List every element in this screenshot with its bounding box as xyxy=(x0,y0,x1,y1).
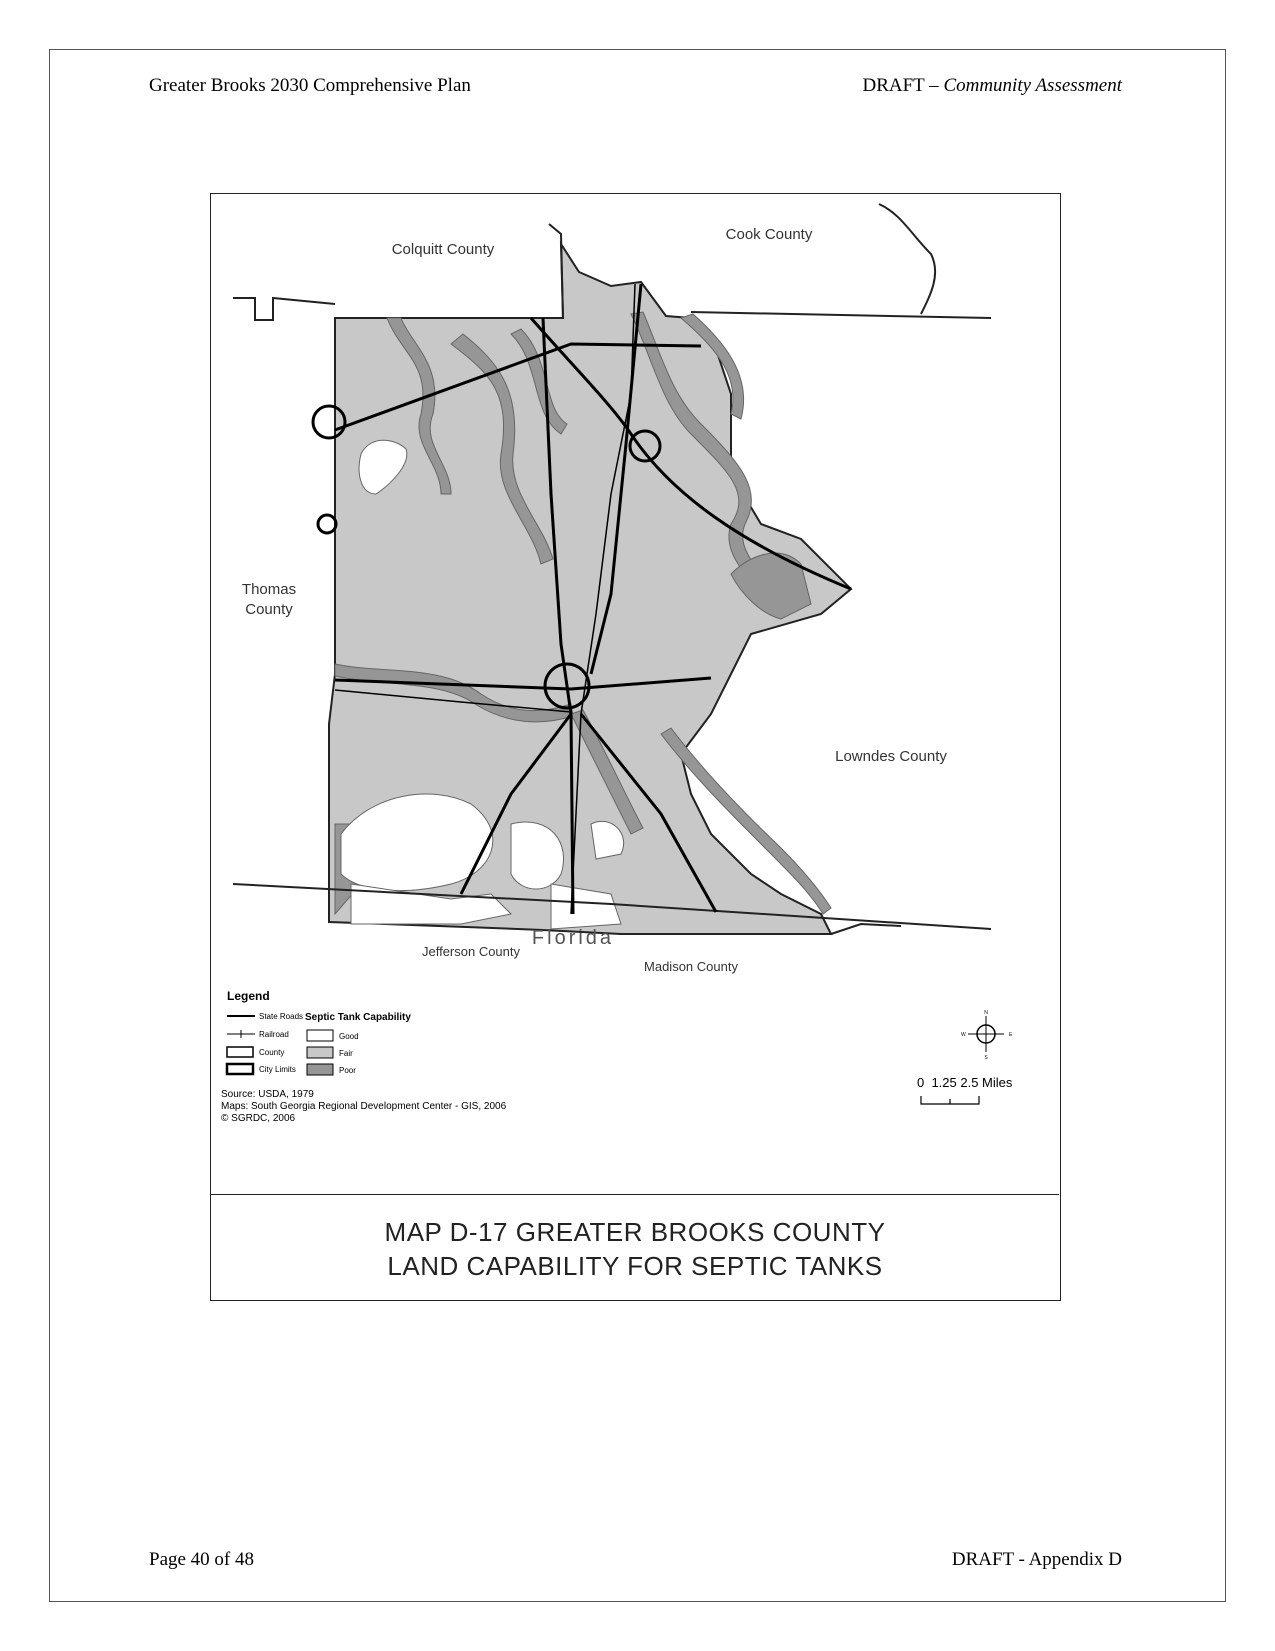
legend-county: County xyxy=(259,1048,285,1057)
caption-line-1: MAP D-17 GREATER BROOKS COUNTY xyxy=(384,1217,886,1247)
caption-line-2: LAND CAPABILITY FOR SEPTIC TANKS xyxy=(387,1251,883,1281)
map-caption xyxy=(211,1194,1059,1300)
cook-boundary xyxy=(691,312,991,318)
header-title: Greater Brooks 2030 Comprehensive Plan xyxy=(149,75,471,96)
legend-poor: Poor xyxy=(339,1066,356,1075)
compass-icon xyxy=(961,1010,1013,1061)
compass-e: E xyxy=(1009,1032,1013,1038)
label-thomas-2: County xyxy=(245,601,293,618)
cook-east-boundary xyxy=(879,204,935,314)
label-jefferson: Jefferson County xyxy=(421,944,521,959)
label-madison: Madison County xyxy=(644,959,738,974)
source-line-1: Source: USDA, 1979 xyxy=(221,1089,314,1100)
north-notch xyxy=(549,224,563,318)
legend-city-swatch xyxy=(227,1064,253,1074)
label-florida: Florida xyxy=(531,927,615,949)
city-limit xyxy=(318,515,336,533)
label-cook: Cook County xyxy=(725,226,813,243)
compass-s: S xyxy=(984,1055,988,1061)
lowndes-boundary xyxy=(831,924,901,934)
header-section: Community Assessment xyxy=(943,75,1122,96)
compass-w: W xyxy=(961,1032,966,1038)
legend-railroad: Railroad xyxy=(259,1030,289,1039)
page-number: Page 40 of 48 xyxy=(149,1549,255,1570)
source-line-2: Maps: South Georgia Regional Development Center - GIS, 2006 xyxy=(221,1101,507,1112)
label-colquitt: Colquitt County xyxy=(391,241,495,258)
legend-state-roads: State Roads xyxy=(259,1012,304,1021)
map-figure xyxy=(210,193,1061,1301)
header-draft-label xyxy=(862,75,1122,97)
scale-bar-label: 0 1.25 2.5 Miles xyxy=(917,1075,1013,1090)
header-draft-prefix: DRAFT – xyxy=(862,75,944,96)
map-legend xyxy=(221,989,507,1124)
legend-septic-title: Septic Tank Capability xyxy=(305,1012,411,1023)
compass-n: N xyxy=(984,1010,988,1016)
label-thomas-1: Thomas xyxy=(241,581,297,598)
label-lowndes: Lowndes County xyxy=(835,748,947,765)
legend-county-swatch xyxy=(227,1047,253,1057)
legend-city-limits: City Limits xyxy=(259,1065,296,1074)
legend-fair-swatch xyxy=(307,1047,333,1058)
source-line-3: © SGRDC, 2006 xyxy=(221,1113,296,1124)
legend-title: Legend xyxy=(227,989,270,1003)
legend-good-swatch xyxy=(307,1030,333,1041)
footer-appendix: DRAFT - Appendix D xyxy=(951,1549,1122,1570)
colquitt-boundary xyxy=(233,298,335,320)
legend-good: Good xyxy=(339,1032,359,1041)
legend-fair: Fair xyxy=(339,1049,353,1058)
scale-bar xyxy=(917,1075,1013,1104)
legend-poor-swatch xyxy=(307,1064,333,1075)
septic-capability-map xyxy=(211,194,1059,1194)
